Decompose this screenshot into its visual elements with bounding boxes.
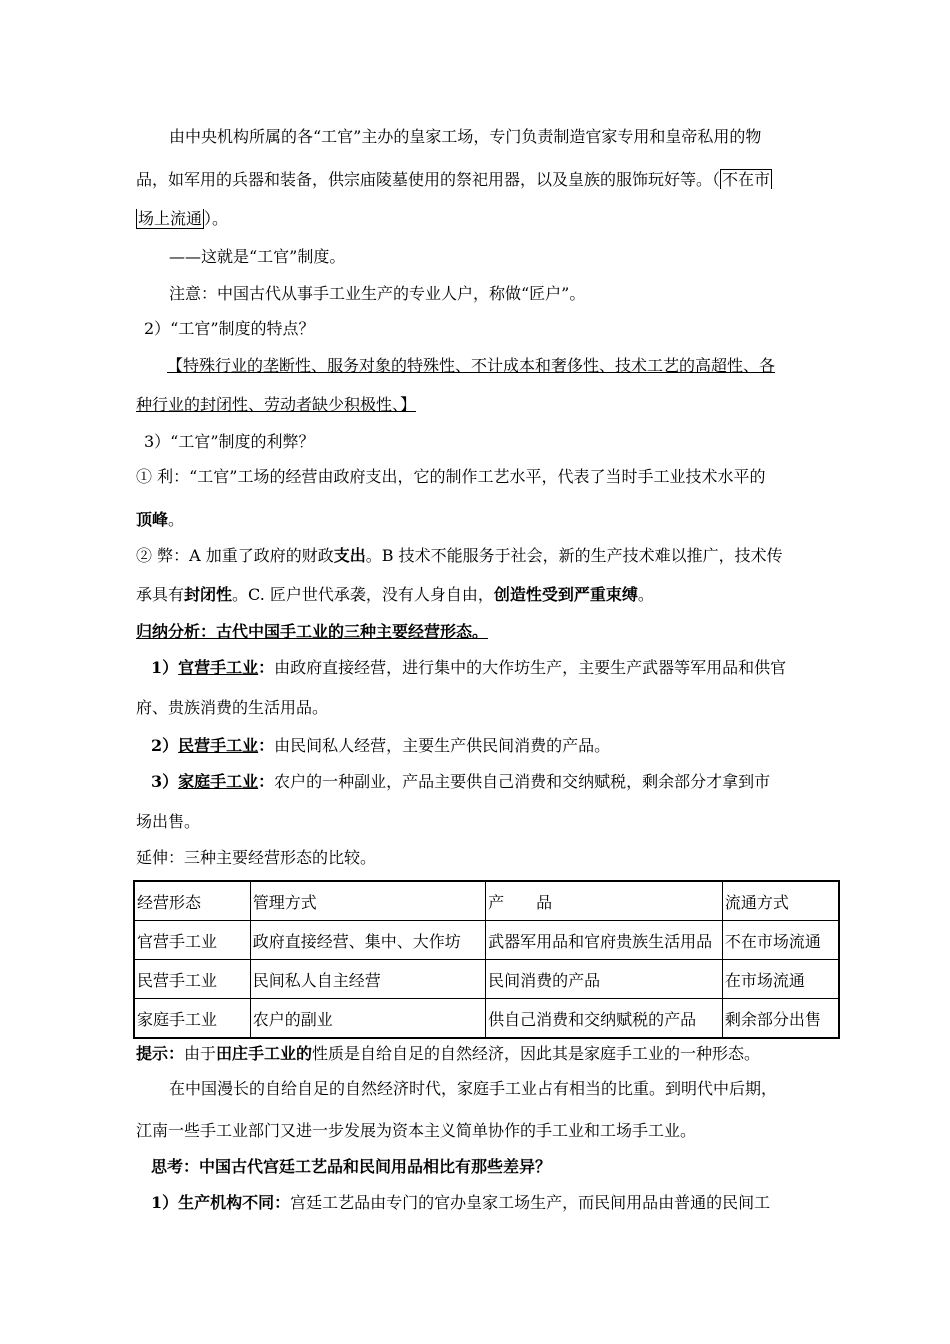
item-label: 民营手工业	[178, 736, 259, 755]
item-colon: ：	[258, 772, 275, 791]
text: 由民间私人经营，主要生产供民间消费的产品。	[274, 736, 611, 755]
list-item-continued: 场出售。	[136, 812, 201, 831]
paragraph-line	[136, 209, 228, 229]
summary-heading: 归纳分析：古代中国手工业的三种主要经营形态。	[136, 622, 489, 641]
pro-line	[136, 510, 184, 530]
text: ② 弊：A 加重了政府的财政	[136, 546, 334, 565]
list-item-continued: 府、贵族消费的生活用品。	[136, 698, 329, 717]
text: 。	[168, 510, 185, 529]
item-number: 1）	[151, 1193, 179, 1212]
list-item	[151, 658, 786, 678]
paragraph-line: 江南一些手工业部门又进一步发展为资本主义简单协作的手工业和工场手工业。	[136, 1121, 697, 1140]
comparison-table	[133, 880, 840, 1039]
con-line	[136, 585, 654, 605]
list-item	[151, 772, 770, 792]
extension-line: 延伸：三种主要经营形态的比较。	[136, 848, 377, 867]
bold-text: 田庄手工业的	[216, 1044, 313, 1063]
table-cell: 武器军用品和官府贵族生活用品	[486, 921, 723, 960]
table-cell: 供自己消费和交纳赋税的产品	[486, 999, 723, 1039]
text: 品，如军用的兵器和装备，供宗庙陵墓使用的祭祀用器，以及皇族的服饰玩好等。（	[136, 170, 721, 189]
table-header-cell: 产 品	[486, 881, 723, 921]
text: 性质是自给自足的自然经济，因此其是家庭手工业的一种形态。	[312, 1044, 761, 1063]
table-cell: 在市场流通	[722, 960, 839, 999]
table-cell: 民营手工业	[134, 960, 250, 999]
table-header-cell: 经营形态	[134, 881, 250, 921]
con-line	[136, 546, 783, 566]
text: 宫廷工艺品由专门的官办皇家工场生产，而民间用品由普通的民间工	[290, 1193, 771, 1212]
bold-text: 支出	[333, 546, 366, 565]
table-header-cell: 管理方式	[250, 881, 485, 921]
table-cell: 政府直接经营、集中、大作坊	[250, 921, 485, 960]
table-cell: 剩余部分出售	[722, 999, 839, 1039]
text: 承具有	[136, 585, 185, 604]
answer-line: 种行业的封闭性、劳动者缺少积极性、】	[136, 395, 417, 414]
pro-line: ① 利：“工官”工场的经营由政府支出，它的制作工艺水平，代表了当时手工业技术水平的	[136, 467, 766, 486]
text: 。C. 匠户世代承袭，没有人身自由，	[232, 585, 494, 604]
item-label: 家庭手工业	[178, 772, 259, 791]
table-row	[134, 960, 839, 999]
bold-text: 封闭性	[184, 585, 233, 604]
text: 农户的一种副业，产品主要供自己消费和交纳赋税，剩余部分才拿到市	[274, 772, 771, 791]
table-cell: 农户的副业	[250, 999, 485, 1039]
bold-text: 顶峰	[136, 510, 169, 529]
paragraph-line: 在中国漫长的自给自足的自然经济时代，家庭手工业占有相当的比重。到明代中后期，	[169, 1079, 778, 1098]
text: 。B 技术不能服务于社会，新的生产技术难以推广，技术传	[365, 546, 783, 565]
table-row	[134, 921, 839, 960]
list-item	[151, 736, 610, 756]
paragraph-line: ——这就是“工官”制度。	[169, 247, 346, 266]
text: 由于	[184, 1044, 217, 1063]
table-cell: 不在市场流通	[722, 921, 839, 960]
item-label: 官营手工业	[178, 658, 259, 677]
item-number: 3）	[151, 772, 179, 791]
text: 由政府直接经营，进行集中的大作坊生产，主要生产武器等军用品和供官	[274, 658, 787, 677]
boxed-answer: 不在市	[722, 170, 771, 189]
text: ）。	[204, 209, 229, 228]
think-heading: 思考：中国古代宫廷工艺品和民间用品相比有那些差异？	[151, 1157, 552, 1176]
table-cell: 官营手工业	[134, 921, 250, 960]
list-item	[151, 1193, 770, 1213]
paragraph-line	[136, 170, 772, 190]
item-number: 1）	[151, 658, 179, 677]
paragraph-line: 由中央机构所属的各“工官”主办的皇家工场，专门负责制造官家专用和皇帝私用的物	[169, 127, 762, 146]
table-cell: 民间私人自主经营	[250, 960, 485, 999]
item-label: 生产机构不同：	[178, 1193, 291, 1212]
text: 。	[637, 585, 654, 604]
note-line: 注意：中国古代从事手工业生产的专业人户，称做“匠户”。	[169, 284, 586, 303]
item-colon: ：	[258, 736, 275, 755]
table-header-row	[134, 881, 839, 921]
tip-line	[136, 1044, 760, 1064]
tip-label: 提示：	[136, 1044, 185, 1063]
table-cell: 民间消费的产品	[486, 960, 723, 999]
item-number: 2）	[151, 736, 179, 755]
table-header-cell: 流通方式	[722, 881, 839, 921]
question-title: 2）“工官”制度的特点？	[144, 319, 315, 338]
answer-line: 【特殊行业的垄断性、服务对象的特殊性、不计成本和奢侈性、技术工艺的高超性、各	[167, 356, 776, 375]
question-title: 3）“工官”制度的利弊？	[144, 432, 315, 451]
item-colon: ：	[258, 658, 275, 677]
table-row	[134, 999, 839, 1039]
bold-text: 创造性受到严重束缚	[493, 585, 638, 604]
boxed-answer: 场上流通	[138, 209, 203, 228]
table-cell: 家庭手工业	[134, 999, 250, 1039]
